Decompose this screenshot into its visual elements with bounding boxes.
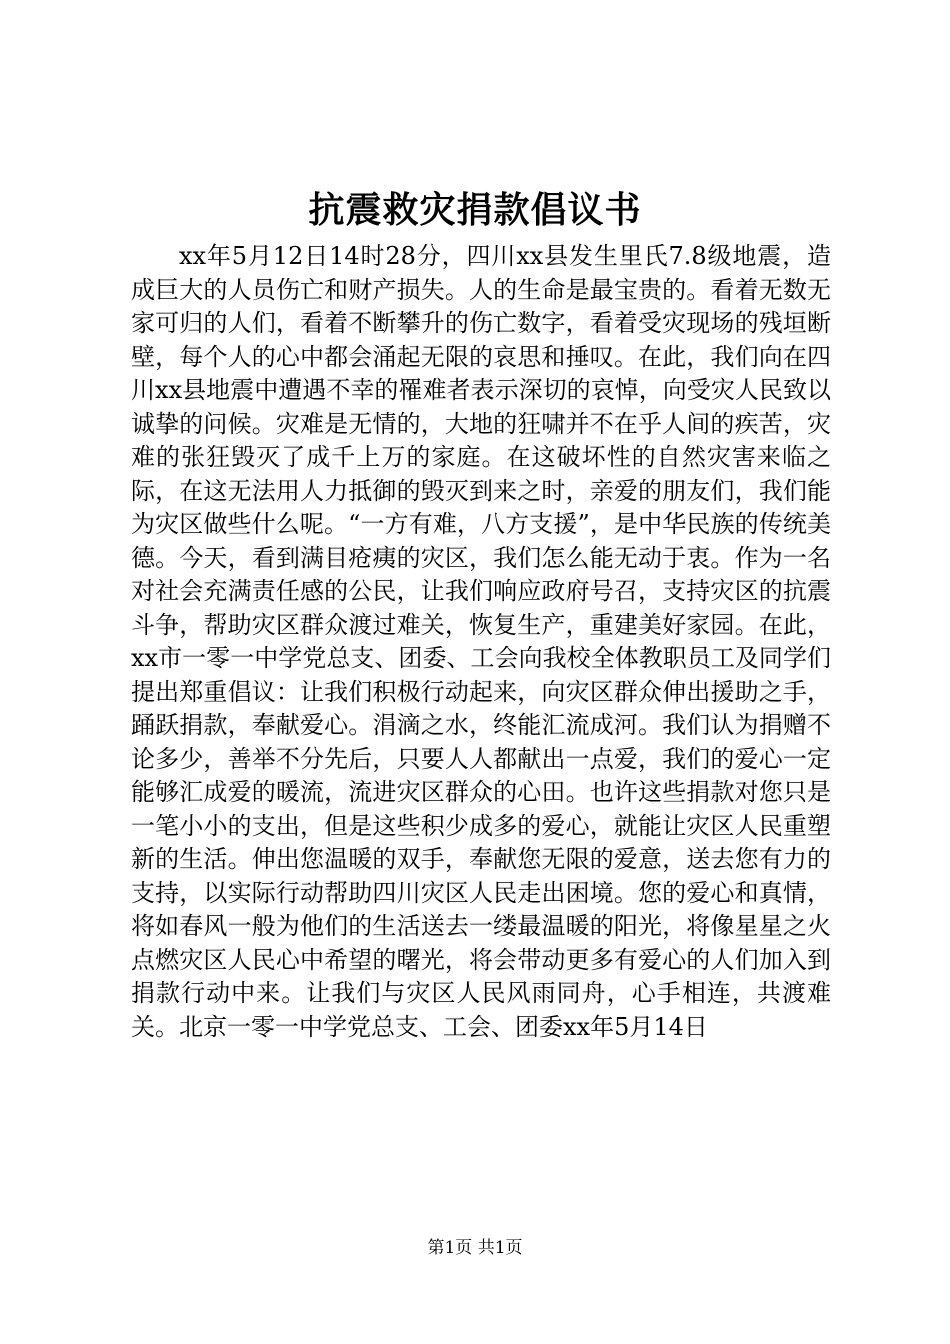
page-number-footer: 第1页 共1页 — [427, 1238, 523, 1258]
document-body-paragraph: xx年5月12日14时28分，四川xx县发生里氏7.8级地震，造成巨大的人员伤亡和财产损失。人的生命是最宝贵的。看着无数无家可归的人们，看着不断攀升的伤亡数字，看着受灾现场的残垣断壁，每个人的心中都会涌起无限的哀思和捶叹。在此，我们向在四川xx县地震中遭遇不幸的罹难者表示深切的哀悼，向受灾人民致以诚挚的问候。灾难是无情的，大地的狂啸并不在乎人间的疾苦，灾难的张狂毁灭了成千上万的家庭。在这破坏性的自然灾害来临之际，在这无法用人力抵御的毁灭到来之时，亲爱的朋友们，我们能为灾区做些什么呢。“一方有难，八方支援”，是中华民族的传统美德。今天，看到满目疮痍的灾区，我们怎么能无动于衷。作为一名对社会充满责任感的公民，让我们响应政府号召，支持灾区的抗震斗争，帮助灾区群众渡过难关，恢复生产，重建美好家园。在此，xx市一零一中学党总支、团委、工会向我校全体教职员工及同学们提出郑重倡议：让我们积极行动起来，向灾区群众伸出援助之手，踊跃捐款，奉献爱心。涓滴之水，终能汇流成河。我们认为捐赠不论多少，善举不分先后，只要人人都献出一点爱，我们的爱心一定能够汇成爱的暖流，流进灾区群众的心田。也许这些捐款对您只是一笔小小的支出，但是这些积少成多的爱心，就能让灾区人民重塑新的生活。伸出您温暖的双手，奉献您无限的爱意，送去您有力的支持，以实际行动帮助四川灾区人民走出困境。您的爱心和真情，将如春风一般为他们的生活送去一缕最温暖的阳光，将像星星之火点燃灾区人民心中希望的曙光，将会带动更多有爱心的人们加入到捐款行动中来。让我们与灾区人民风雨同舟，心手相连，共渡难关。北京一零一中学党总支、工会、团委xx年5月14日 — [131, 242, 831, 1041]
document-title: 抗震救灾捐款倡议书 — [308, 189, 642, 231]
